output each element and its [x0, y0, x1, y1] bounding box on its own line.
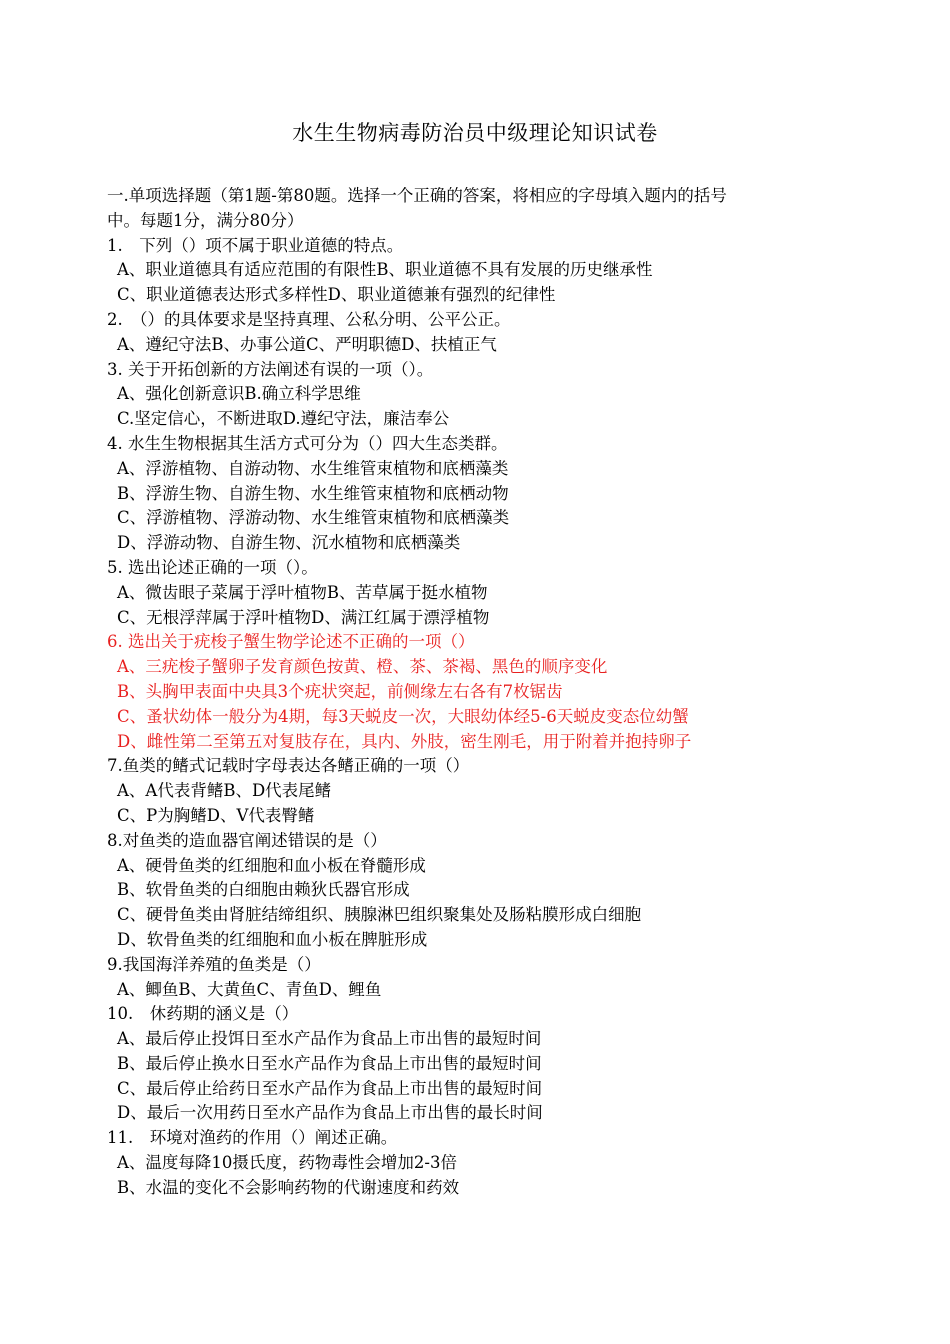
section-intro-line-1: 一.单项选择题（第1题-第80题。选择一个正确的答案，将相应的字母填入题内的括号	[107, 186, 727, 205]
question-1-option-line: C、职业道德表达形式多样性D、职业道德兼有强烈的纪律性	[117, 285, 556, 305]
question-10-option-line: A、最后停止投饵日至水产品作为食品上市出售的最短时间	[117, 1029, 542, 1049]
question-7-option-line: A、A代表背鳍B、D代表尾鳍	[117, 781, 332, 801]
question-1-stem: 1. 下列（）项不属于职业道德的特点。	[107, 235, 404, 255]
question-11-option-line: A、温度每降10摄氏度，药物毒性会增加2-3倍	[117, 1153, 457, 1173]
question-5-option-line: C、无根浮萍属于浮叶植物D、满江红属于漂浮植物	[117, 607, 490, 627]
exam-title: 水生生物病毒防治员中级理论知识试卷	[292, 121, 658, 145]
question-4-option-line: C、浮游植物、浮游动物、水生维管束植物和底栖藻类	[117, 508, 510, 528]
question-2-stem: 2. （）的具体要求是坚持真理、公私分明、公平公正。	[107, 309, 511, 329]
question-3-option-line: C.坚定信心，不断进取D.遵纪守法，廉洁奉公	[117, 409, 450, 429]
question-3-stem: 3. 关于开拓创新的方法阐述有误的一项（）。	[107, 359, 434, 379]
question-6-option-line: C、蚤状幼体一般分为4期，每3天蜕皮一次，大眼幼体经5-6天蜕皮变态位幼蟹	[117, 706, 689, 726]
question-10-option-line: C、最后停止给药日至水产品作为食品上市出售的最短时间	[117, 1078, 543, 1098]
question-10-option-line: D、最后一次用药日至水产品作为食品上市出售的最长时间	[117, 1103, 543, 1123]
section-intro-line-2: 中。每题1分，满分80分）	[107, 210, 304, 230]
question-4-option-line: B、浮游生物、自游生物、水生维管束植物和底栖动物	[117, 483, 509, 503]
question-8-option-line: B、软骨鱼类的白细胞由赖狄氏器官形成	[117, 880, 410, 900]
question-9-option-line: A、鲫鱼B、大黄鱼C、青鱼D、鲤鱼	[117, 979, 382, 999]
question-7-option-line: C、P为胸鳍D、V代表臀鳍	[117, 805, 315, 825]
question-8-option-line: D、软骨鱼类的红细胞和血小板在脾脏形成	[117, 929, 428, 949]
question-4-stem: 4. 水生生物根据其生活方式可分为（）四大生态类群。	[107, 433, 508, 453]
question-8-option-line: C、硬骨鱼类由肾脏结缔组织、胰腺淋巴组织聚集处及肠粘膜形成白细胞	[117, 905, 642, 925]
question-8-option-line: A、硬骨鱼类的红细胞和血小板在脊髓形成	[117, 855, 426, 875]
question-11-stem: 11. 环境对渔药的作用（）阐述正确。	[107, 1128, 398, 1148]
question-5-option-line: A、微齿眼子菜属于浮叶植物B、苦草属于挺水植物	[117, 582, 488, 602]
question-5-stem: 5. 选出论述正确的一项（）。	[107, 557, 318, 577]
question-6-stem: 6. 选出关于疣梭子蟹生物学论述不正确的一项（）	[107, 632, 475, 652]
question-4-option-line: A、浮游植物、自游动物、水生维管束植物和底栖藻类	[117, 458, 509, 478]
question-6-option-line: A、三疣梭子蟹卵子发育颜色按黄、橙、茶、茶褐、黑色的顺序变化	[117, 657, 608, 677]
question-9-stem: 9.我国海洋养殖的鱼类是（）	[107, 954, 321, 974]
question-6-option-line: B、头胸甲表面中央具3个疣状突起，前侧缘左右各有7枚锯齿	[117, 681, 563, 701]
question-2-option-line: A、遵纪守法B、办事公道C、严明职德D、扶植正气	[117, 334, 497, 354]
question-7-stem: 7.鱼类的鳍式记载时字母表达各鳍正确的一项（）	[107, 756, 470, 776]
question-11-option-line: B、水温的变化不会影响药物的代谢速度和药效	[117, 1177, 460, 1197]
question-6-option-line: D、雌性第二至第五对复肢存在，具内、外肢，密生刚毛，用于附着并抱持卵子	[117, 731, 692, 751]
question-8-stem: 8.对鱼类的造血器官阐述错误的是（）	[107, 830, 387, 850]
exam-content	[107, 184, 847, 1201]
question-10-stem: 10. 休药期的涵义是（）	[107, 1004, 299, 1024]
question-4-option-line: D、浮游动物、自游生物、沉水植物和底栖藻类	[117, 533, 461, 553]
question-1-option-line: A、职业道德具有适应范围的有限性B、职业道德不具有发展的历史继承性	[117, 260, 653, 280]
question-10-option-line: B、最后停止换水日至水产品作为食品上市出售的最短时间	[117, 1053, 542, 1073]
question-3-option-line: A、强化创新意识B.确立科学思维	[117, 384, 361, 404]
